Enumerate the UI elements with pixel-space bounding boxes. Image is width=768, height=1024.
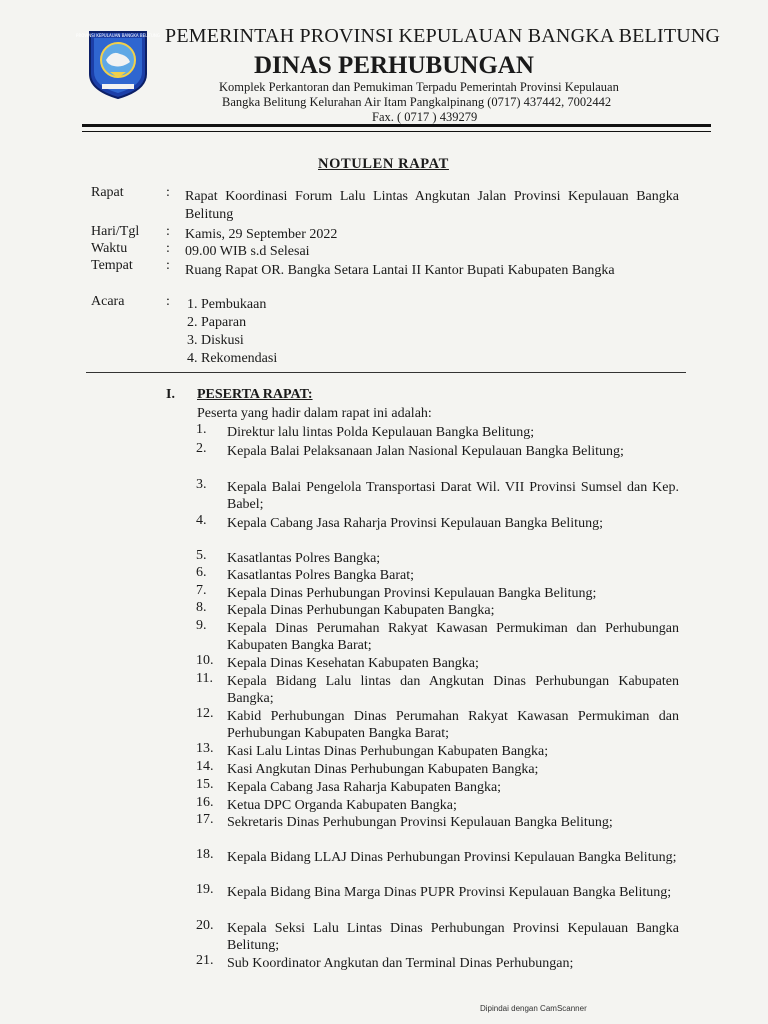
acara-label: Acara <box>91 294 125 309</box>
fax-line: Fax. ( 0717 ) 439279 <box>372 110 478 124</box>
participant-text: Kepala Dinas Perhubungan Kabupaten Bangka; <box>227 603 495 618</box>
participant-number: 16. <box>196 795 214 810</box>
participant-number: 14. <box>196 759 214 774</box>
provincial-emblem-logo <box>76 28 160 100</box>
rapat-value: Rapat Koordinasi Forum Lalu Lintas Angkutan Jalan Provinsi Kepulauan Bangka Belitung <box>185 189 679 222</box>
letterhead-divider-thin <box>82 131 711 132</box>
government-name: PEMERINTAH PROVINSI KEPULAUAN BANGKA BELITUNG <box>165 25 721 47</box>
participant-text: Sekretaris Dinas Perhubungan Provinsi Kepulauan Bangka Belitung; <box>227 815 613 830</box>
participant-text: Kepala Balai Pengelola Transportasi Darat Wil. VII Provinsi Sumsel dan Kep. Babel; <box>227 480 679 512</box>
participant-text: Kepala Balai Pelaksanaan Jalan Nasional Kepulauan Bangka Belitung; <box>227 444 624 459</box>
participant-number: 7. <box>196 583 207 598</box>
hari-value: Kamis, 29 September 2022 <box>185 227 338 242</box>
participant-number: 18. <box>196 847 214 862</box>
tempat-value: Ruang Rapat OR. Bangka Setara Lantai II Kantor Bupati Kabupaten Bangka <box>185 263 615 278</box>
agenda-item: 4. Rekomendasi <box>187 351 278 366</box>
agenda-item: 3. Diskusi <box>187 333 244 348</box>
tempat-label: Tempat <box>91 258 133 273</box>
waktu-label: Waktu <box>91 241 128 256</box>
agenda-item: 1. Pembukaan <box>187 297 267 312</box>
participant-number: 2. <box>196 441 207 456</box>
participant-text: Ketua DPC Organda Kabupaten Bangka; <box>227 798 457 813</box>
participant-text: Kasatlantas Polres Bangka; <box>227 551 381 566</box>
participant-text: Sub Koordinator Angkutan dan Terminal Dinas Perhubungan; <box>227 956 574 971</box>
participant-number: 19. <box>196 882 214 897</box>
rapat-colon: : <box>166 185 170 200</box>
participant-number: 21. <box>196 953 214 968</box>
participant-number: 8. <box>196 600 207 615</box>
participant-number: 20. <box>196 918 214 933</box>
participant-text: Kasatlantas Polres Bangka Barat; <box>227 568 415 583</box>
participant-number: 3. <box>196 477 207 492</box>
participant-number: 1. <box>196 422 207 437</box>
letterhead-divider-thick <box>82 124 711 127</box>
participant-text: Kasi Angkutan Dinas Perhubungan Kabupaten Bangka; <box>227 762 539 777</box>
participant-number: 17. <box>196 812 214 827</box>
participant-number: 12. <box>196 706 214 721</box>
hari-colon: : <box>166 224 170 239</box>
agenda-item: 2. Paparan <box>187 315 247 330</box>
participant-number: 15. <box>196 777 214 792</box>
section-number: I. <box>166 387 175 402</box>
waktu-colon: : <box>166 241 170 256</box>
participant-text: Kepala Bidang Lalu lintas dan Angkutan Dinas Perhubungan Kabupaten Bangka; <box>227 674 679 706</box>
participant-text: Kasi Lalu Lintas Dinas Perhubungan Kabupaten Bangka; <box>227 744 549 759</box>
section-intro: Peserta yang hadir dalam rapat ini adalah: <box>197 406 432 421</box>
participant-text: Kepala Dinas Perumahan Rakyat Kawasan Permukiman dan Perhubungan Kabupaten Bangka Barat; <box>227 621 679 653</box>
participant-number: 9. <box>196 618 207 633</box>
participant-text: Kepala Cabang Jasa Raharja Provinsi Kepulauan Bangka Belitung; <box>227 516 603 531</box>
svg-text:PROVINSI KEPULAUAN BANGKA BELI: PROVINSI KEPULAUAN BANGKA BELITUNG <box>76 33 160 38</box>
tempat-colon: : <box>166 258 170 273</box>
participant-text: Kepala Dinas Kesehatan Kabupaten Bangka; <box>227 656 479 671</box>
participant-number: 13. <box>196 741 214 756</box>
participant-number: 4. <box>196 513 207 528</box>
address-line-1: Komplek Perkantoran dan Pemukiman Terpadu Pemerintah Provinsi Kepulauan <box>219 80 619 94</box>
scanner-watermark: Dipindai dengan CamScanner <box>480 1004 587 1013</box>
acara-colon: : <box>166 294 170 309</box>
waktu-value: 09.00 WIB s.d Selesai <box>185 244 310 259</box>
rapat-label: Rapat <box>91 185 124 200</box>
section-divider <box>86 372 686 373</box>
participant-text: Kepala Seksi Lalu Lintas Dinas Perhubungan Provinsi Kepulauan Bangka Belitung; <box>227 921 679 953</box>
participant-text: Kabid Perhubungan Dinas Perumahan Rakyat Kawasan Permukiman dan Perhubungan Kabupaten Bangka Barat; <box>227 709 679 741</box>
participant-number: 10. <box>196 653 214 668</box>
section-title: PESERTA RAPAT: <box>197 387 313 402</box>
participant-number: 11. <box>196 671 213 686</box>
participant-text: Kepala Bidang Bina Marga Dinas PUPR Provinsi Kepulauan Bangka Belitung; <box>227 885 672 900</box>
agency-name: DINAS PERHUBUNGAN <box>254 52 534 79</box>
participant-text: Kepala Dinas Perhubungan Provinsi Kepulauan Bangka Belitung; <box>227 586 597 601</box>
participant-text: Kepala Cabang Jasa Raharja Kabupaten Bangka; <box>227 780 502 795</box>
participant-number: 6. <box>196 565 207 580</box>
participant-number: 5. <box>196 548 207 563</box>
participant-text: Direktur lalu lintas Polda Kepulauan Bangka Belitung; <box>227 425 535 440</box>
document-title: NOTULEN RAPAT <box>318 156 449 172</box>
hari-label: Hari/Tgl <box>91 224 140 239</box>
participant-text: Kepala Bidang LLAJ Dinas Perhubungan Provinsi Kepulauan Bangka Belitung; <box>227 850 677 865</box>
address-line-2: Bangka Belitung Kelurahan Air Itam Pangkalpinang (0717) 437442, 7002442 <box>222 95 612 109</box>
